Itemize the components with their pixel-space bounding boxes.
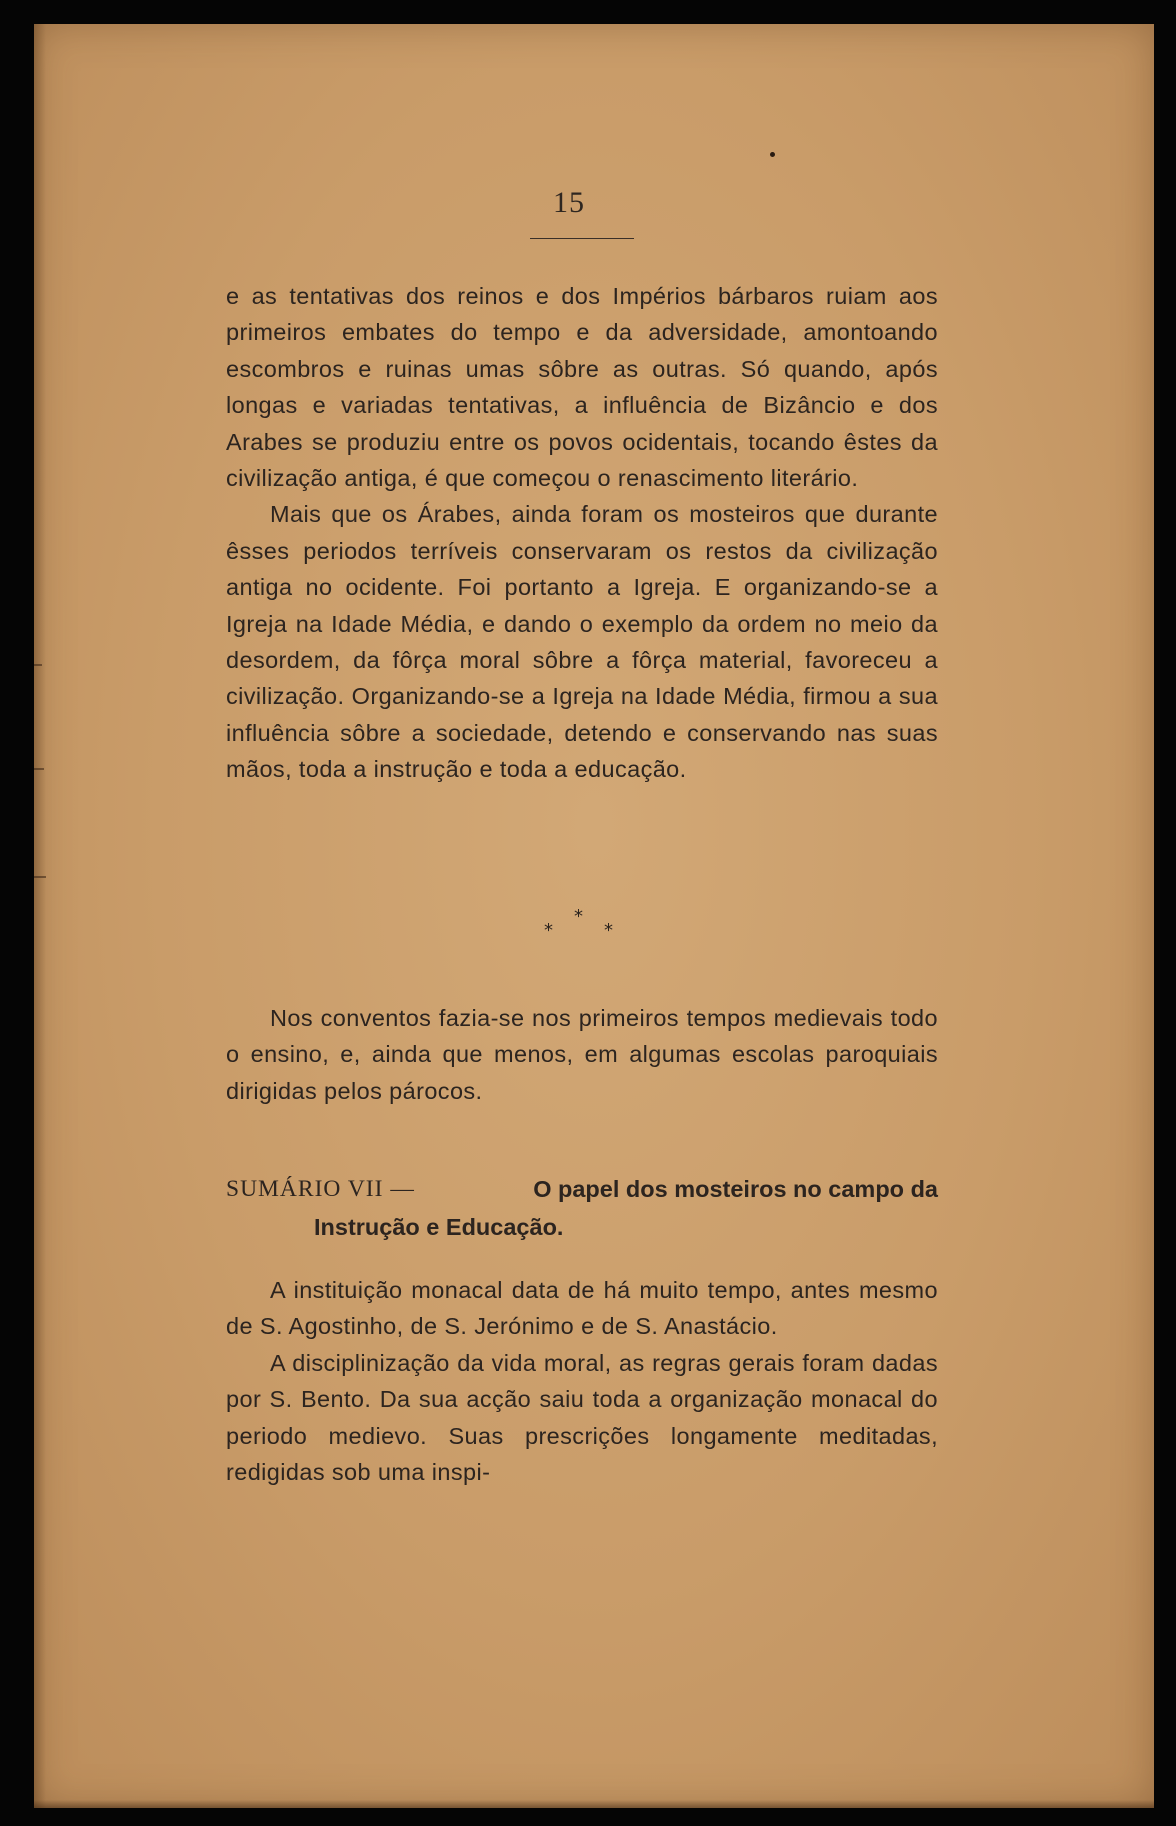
page-number: 15 bbox=[553, 186, 585, 219]
paragraph-convents: Nos conventos fazia-se nos primeiros tempos medievais todo o ensino, e, ainda que menos, em algumas escolas paroquiais dirigidas pelos párocos. bbox=[226, 1005, 938, 1104]
asterisk: * bbox=[544, 920, 553, 941]
page-edge-mark bbox=[34, 876, 46, 878]
summary-label: SUMÁRIO VII — bbox=[226, 1176, 415, 1202]
text-block-after-summary bbox=[226, 1272, 938, 1490]
summary-title-part: O papel dos mosteiros no campo da bbox=[533, 1176, 938, 1202]
paragraph-saint-benedict: A disciplinização da vida moral, as regras gerais foram dadas por S. Bento. Da sua acção saiu toda a organização monacal do periodo medievo. Suas prescrições longamente meditadas, redigidas sob uma inspi- bbox=[226, 1349, 938, 1486]
page-edge-mark bbox=[34, 664, 42, 666]
text-block-before-break bbox=[226, 278, 938, 788]
paragraph-arabs-monasteries: Mais que os Árabes, ainda foram os mosteiros que durante êsses periodos terríveis conservaram os restos da civilização antiga no ocidente. Foi portanto a Igreja. E organizando-se a Igreja na Idade Média, e dando o exemplo da ordem no meio da desordem, da fôrça moral sôbre a fôrça material, favoreceu a civilização. Organizando-se a Igreja na Idade Média, firmou a sua influência sôbre a sociedade, detendo e conservando nas suas mãos, toda a instrução e toda a educação. bbox=[226, 501, 938, 783]
section-break-asterism bbox=[544, 906, 624, 946]
paragraph-monastic-institution: A instituição monacal data de há muito tempo, antes mesmo de S. Agostinho, de S. Jerónimo e de S. Anastácio. bbox=[226, 1277, 938, 1340]
ink-speck bbox=[770, 152, 775, 157]
page-number-rule bbox=[530, 238, 634, 239]
summary-line bbox=[226, 1170, 938, 1208]
asterisk: * bbox=[604, 920, 613, 941]
paragraph-continuation: e as tentativas dos reinos e dos Impérios bárbaros ruiam aos primeiros embates do tempo e da adversidade, amontoando escombros e ruinas umas sôbre as outras. Só quando, após longas e variadas tentativas, a influência de Bizâncio e dos Arabes se produziu entre os povos ocidentais, tocando êstes da civilização antiga, é que começou o renascimento literário. bbox=[226, 283, 938, 492]
text-block-after-break bbox=[226, 1000, 938, 1109]
section-summary-heading bbox=[226, 1170, 938, 1246]
page-edge-mark bbox=[34, 768, 44, 770]
asterisk: * bbox=[574, 906, 583, 927]
summary-title-continuation: Instrução e Educação. bbox=[314, 1214, 564, 1240]
